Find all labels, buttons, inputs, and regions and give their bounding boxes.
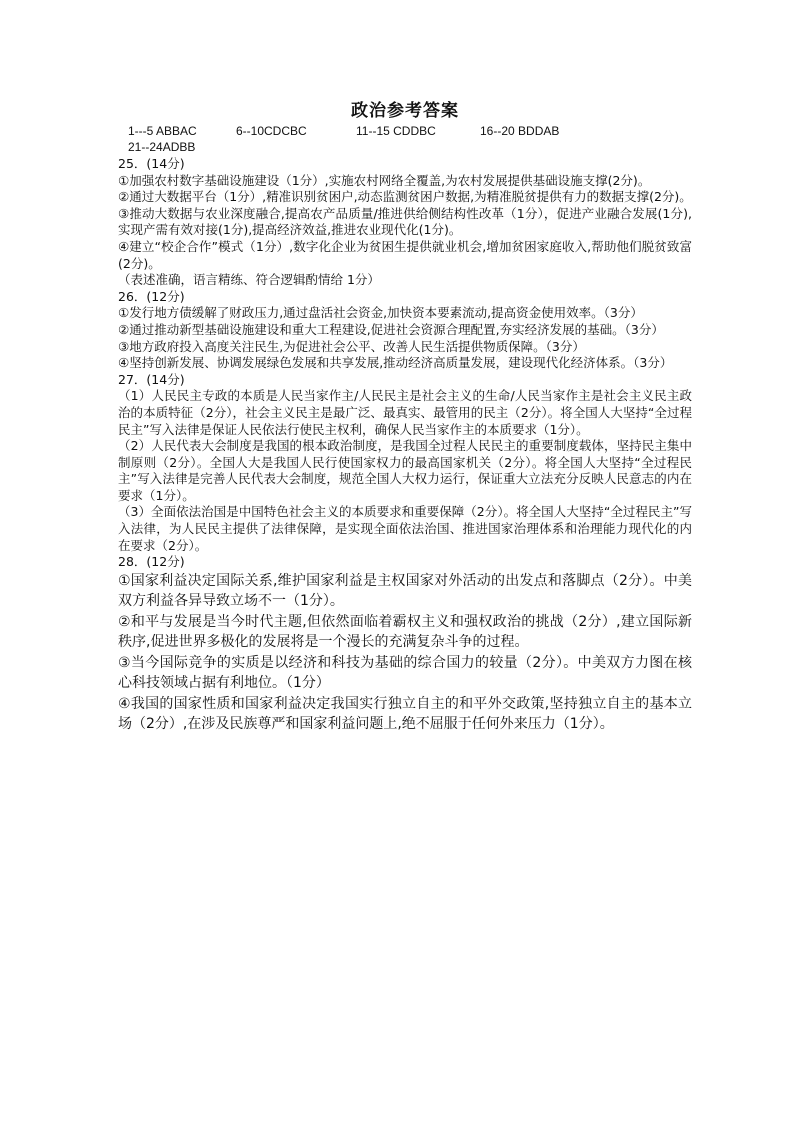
q27-item: （2）人民代表大会制度是我国的根本政治制度，是我国全过程人民民主的重要制度载体，坚持民主集中制原则（2分）。全国人大是我国人民行使国家权力的最高国家机关（2分）。将全国人大坚持“全过程民主”写入法律是完善人民代表大会制度，规范全国人大权力运行，保证重大立法充分反映人民意志的内在要求（1分）。 [118, 438, 692, 503]
q25-item: ①加强农村数字基础设施建设（1分）,实施农村网络全覆盖,为农村发展提供基础设施支撑(2分)。 [118, 172, 651, 188]
q27-header: 27．(14分) [118, 371, 185, 387]
q26-item: ④坚持创新发展、协调发展绿色发展和共享发展,推动经济高质量发展，建设现代化经济体系。（3分） [118, 355, 673, 371]
q28-header: 28．(12分) [118, 554, 185, 570]
q27-item: （1）人民民主专政的本质是人民当家作主/人民民主是社会主义的生命/人民当家作主是社会主义民主政治的本质特征（2分），社会主义民主是最广泛、最真实、最管用的民主（2分）。将全国人大坚持“全过程民主”写入法律是保证人民依法行使民主权利，确保人民当家作主的本质要求（1分）。 [118, 388, 692, 437]
q26-header: 26．(12分) [118, 288, 185, 304]
q25-header: 25．(14分) [118, 156, 185, 171]
q28-item: ④我国的国家性质和国家利益决定我国实行独立自主的和平外交政策,坚持独立自主的基本立场（2分）,在涉及民族尊严和国家利益问题上,绝不屈服于任何外来压力（1分）。 [118, 695, 692, 733]
answer-sheet [118, 96, 692, 735]
q28-item: ①国家利益决定国际关系,维护国家利益是主权国家对外活动的出发点和落脚点（2分）。中美双方利益各异导致立场不一（1分）。 [118, 572, 692, 610]
mc-answer-group: 16--20 BDDAB [480, 124, 560, 138]
mc-answer-group: 11--15 CDDBC [356, 124, 436, 138]
q25-grading-note: （表述准确，语言精练、符合逻辑酌情给 1分） [118, 272, 380, 288]
mc-answers-row-2: 21--24ADBB [128, 140, 196, 154]
q28-item: ③当今国际竞争的实质是以经济和科技为基础的综合国力的较量（2分）。中美双方力图在核心科技领域占据有利地位。（1分） [118, 654, 692, 692]
q27-item: （3）全面依法治国是中国特色社会主义的本质要求和重要保障（2分）。将全国人大坚持“全过程民主”写入法律，为人民民主提供了法律保障，是实现全面依法治国、推进国家治理体系和治理能力现代化的内在要求（2分）。 [118, 504, 692, 553]
q28-item: ②和平与发展是当今时代主题,但依然面临着霸权主义和强权政治的挑战（2分）,建立国际新秩序,促进世界多极化的发展将是一个漫长的充满复杂斗争的过程。 [118, 613, 692, 651]
mc-answer-group: 1---5 ABBAC [128, 124, 197, 138]
q25-item: ②通过大数据平台（1分）,精准识别贫困户,动态监测贫困户数据,为精准脱贫提供有力的数据支撑(2分)。 [118, 189, 692, 205]
mc-answer-group: 6--10CDCBC [236, 124, 307, 138]
q25-item: ④建立“校企合作”模式（1分）,数字化企业为贫困生提供就业机会,增加贫困家庭收入,帮助他们脱贫致富(2分)。 [118, 238, 692, 271]
q26-item: ②通过推动新型基础设施建设和重大工程建设,促进社会资源合理配置,夯实经济发展的基础。（3分） [118, 321, 664, 337]
mc-answers-row-1 [118, 124, 692, 140]
q26-item: ①发行地方债缓解了财政压力,通过盘活社会资金,加快资本要素流动,提高资金使用效率。（3分） [118, 305, 643, 321]
page-title: 政治参考答案 [351, 101, 459, 121]
q25-item: ③推动大数据与农业深度融合,提高农产品质量/推进供给侧结构性改革（1分），促进产业融合发展(1分),实现产需有效对接(1分),提高经济效益,推进农业现代化(1分)。 [118, 205, 692, 238]
q26-item: ③地方政府投入高度关注民生,为促进社会公平、改善人民生活提供物质保障。（3分） [118, 338, 585, 354]
